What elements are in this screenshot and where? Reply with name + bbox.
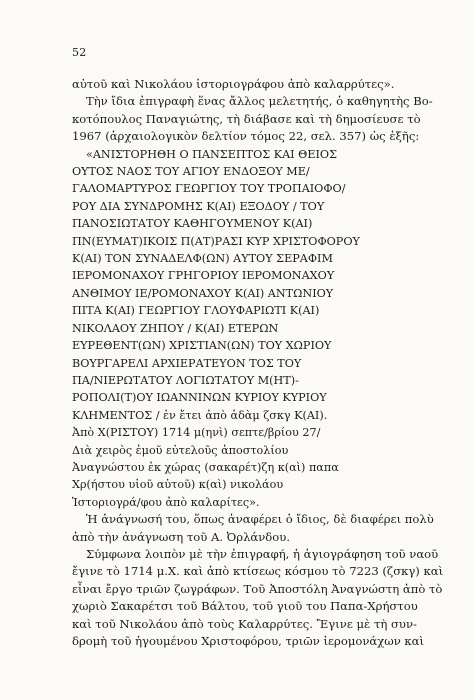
- text-line: ἔγινε τὸ 1714 μ.Χ. καὶ ἀπὸ κτίσεως κόσμου τὸ 7223 (ζσκγ) καὶ: [72, 564, 444, 579]
- inscription-line: Διὰ χειρὸς ἐμοῦ εὐτελοῦς ἀποστολίου: [72, 443, 289, 457]
- inscription-line: «ΑΝΙΣΤΟΡΗΘΗ Ο ΠΑΝΣΕΠΤΟΣ ΚΑΙ ΘΕΙΟΣ: [86, 147, 337, 161]
- text-line: καὶ τοῦ Νικολάου ἀπὸ τοὺς Καλαρρύτες. Ἔγινε μὲ τὴ συν-: [72, 616, 417, 631]
- inscription-line: Ἀπὸ Χ(ΡΙΣΤΟΥ) 1714 μ(ηνὶ) σεπτε/βρίου 27/: [72, 426, 321, 440]
- text-line: δρομὴ τοῦ ἡγουμένου Χριστοφόρου, τριῶν ἱερομονάχων καὶ: [72, 634, 425, 648]
- inscription-line: Χρ(ήστου υἱοῦ αὐτοῦ) κ(αὶ) νικολάου: [72, 478, 284, 492]
- text-line: Ἡ ἀνάγνωσή του, ὅπως ἀναφέρει ὁ ἴδιος, δὲ διαφέρει πολὺ: [86, 512, 434, 527]
- inscription-line: ΑΝΘΙΜΟΥ ΙΕ/ΡΟΜΟΝΑΧΟΥ Κ(ΑΙ) ΑΝΤΩΝΙΟΥ: [72, 286, 334, 300]
- text-line: αὐτοῦ καὶ Νικολάου ἱστοριογράφου ἀπὸ καλαρρύτες».: [72, 77, 395, 91]
- inscription-line: Κ(ΑΙ) ΤΟΝ ΣΥΝΑΔΕΛΦ(ΩΝ) ΑΥΤΟΥ ΣΕΡΑΦΙΜ: [72, 252, 333, 266]
- inscription-line: ΠΙΤΑ Κ(ΑΙ) ΓΕΩΡΓΙΟΥ ΓΛΟΥΦΑΡΙΩΤΙ Κ(ΑΙ): [72, 304, 320, 318]
- page-number: 52: [72, 46, 87, 59]
- text-line: εἶναι ἔργο τριῶν ζωγράφων. Τοῦ Ἀποστόλη Ἀναγνώστη ἀπὸ τὸ: [72, 581, 443, 596]
- page-body: [72, 76, 444, 650]
- inscription-line: Ἀναγνώστου ἐκ χώρας (σακαρέτ)ζη κ(αὶ) παπα: [72, 460, 339, 474]
- inscription-line: ΙΕΡΟΜΟΝΑΧΟΥ ΓΡΗΓΟΡΙΟΥ ΙΕΡΟΜΟΝΑΧΟΥ: [72, 269, 335, 283]
- inscription-line: ΡΟΠΟΛΙ(Τ)ΟΥ ΙΩΑΝΝΙΝΩΝ ΚΥΡΙΟΥ ΚΥΡΙΟΥ: [72, 391, 327, 405]
- inscription-line: ΠΑΝΟΣΙΩΤΑΤΟΥ ΚΑΘΗΓΟΥΜΕΝΟΥ Κ(ΑΙ): [72, 217, 313, 231]
- text-line: 1967 (ἀρχαιολογικὸν δελτίον τόμος 22, σελ. 357) ὡς ἑξῆς:: [72, 129, 420, 144]
- inscription-line: ΕΥΡΕΘΕΝΤ(ΩΝ) ΧΡΙΣΤΙΑΝ(ΩΝ) ΤΟΥ ΧΩΡΙΟΥ: [72, 339, 332, 353]
- inscription-line: ΟΥΤΟΣ ΝΑΟΣ ΤΟΥ ΑΓΙΟΥ ΕΝΔΟΞΟΥ ΜΕ/: [72, 165, 310, 179]
- text-line: ἀπὸ τὴν ἀνάγνωση τοῦ Α. Ὀρλάνδου.: [72, 529, 290, 544]
- inscription-line: ΠΑ/ΝΙΕΡΩΤΑΤΟΥ ΛΟΓΙΩΤΑΤΟΥ Μ(ΗΤ)-: [72, 373, 299, 387]
- text-line: Τὴν ἴδια ἐπιγραφὴ ἕνας ἄλλος μελετητής, ὁ καθηγητὴς Βο-: [86, 94, 433, 109]
- inscription-line: ΝΙΚΟΛΑΟΥ ΖΗΠΟΥ / Κ(ΑΙ) ΕΤΕΡΩΝ: [72, 321, 279, 335]
- text-line: χωριὸ Σακαρέτσι τοῦ Βάλτου, τοῦ γιοῦ του Παπα-Χρήστου: [72, 599, 418, 614]
- inscription-line: ΓΑΛΟΜΑΡΤΥΡΟΣ ΓΕΩΡΓΙΟΥ ΤΟΥ ΤΡΟΠΑΙΟΦΟ/: [72, 182, 346, 196]
- inscription-line: ΚΛΗΜΕΝΤΟΣ / ἐν ἔτει ἀπὸ ἀδὰμ ζσκγ Κ(ΑΙ).: [72, 408, 328, 422]
- text-line: κοτόπουλος Παναγιώτης, τὴ διάβασε καὶ τὴ δημοσίευσε τὸ: [72, 111, 421, 126]
- inscription-line: Ἱστοριογρά/φου ἀπὸ καλαρίτες».: [72, 495, 260, 509]
- inscription-line: ΡΟΥ ΔΙΑ ΣΥΝΔΡΟΜΗΣ Κ(ΑΙ) ΕΞΟΔΟΥ / ΤΟΥ: [72, 199, 325, 213]
- text-line: Σύμφωνα λοιπὸν μὲ τὴν ἐπιγραφή, ἡ ἁγιογράφηση τοῦ ναοῦ: [86, 546, 439, 561]
- inscription-line: ΒΟΥΡΓΑΡΕΛΙ ΑΡΧΙΕΡΑΤΕΥΟΝ ΤΟΣ ΤΟΥ: [72, 356, 302, 370]
- inscription-line: ΠΝ(ΕΥΜΑΤ)ΙΚΟΙΣ Π(ΑΤ)ΡΑΣΙ ΚΥΡ ΧΡΙΣΤΟΦΟΡΟΥ: [72, 234, 360, 248]
